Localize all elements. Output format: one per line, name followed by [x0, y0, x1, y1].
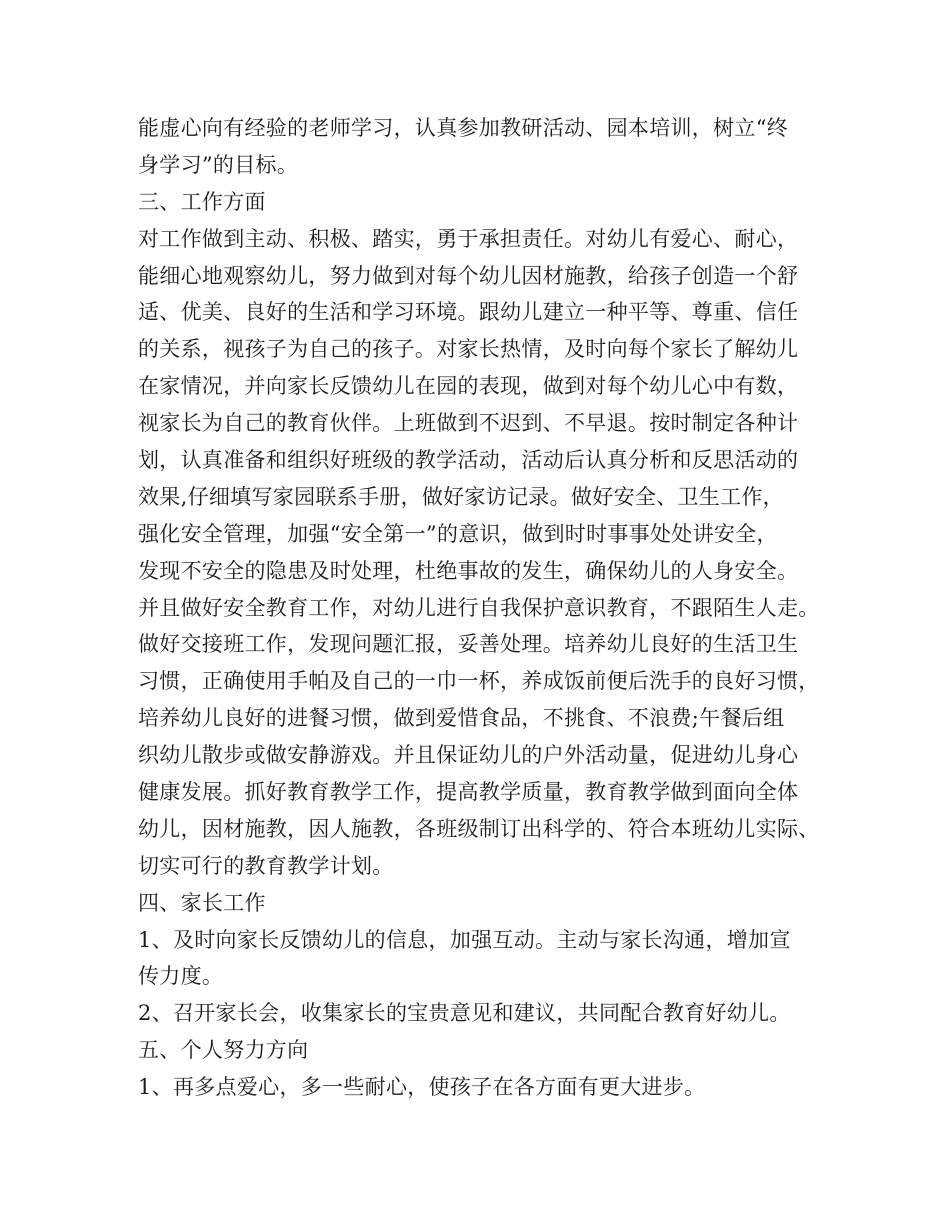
text-line: 效果,仔细填写家园联系手册，做好家访记录。做好安全、卫生工作，: [138, 484, 784, 509]
text-line: 视家长为自己的教育伙伴。上班做到不迟到、不早退。按时制定各种计: [138, 411, 799, 436]
text-line: 健康发展。抓好教育教学工作，提高教学质量，教育教学做到面向全体: [138, 780, 799, 805]
text-line: 习惯，正确使用手帕及自己的一巾一杯，养成饭前便后洗手的良好习惯，: [138, 669, 820, 694]
list-item: 1、及时向家长反馈幼儿的信息，加强互动。主动与家长沟通，增加宣: [138, 927, 791, 952]
text-line: 划，认真准备和组织好班级的教学活动，活动后认真分析和反思活动的: [138, 448, 799, 473]
text-line: 做好交接班工作，发现问题汇报，妥善处理。培养幼儿良好的生活卫生: [138, 632, 799, 657]
text-line: 强化安全管理，加强“安全第一”的意识，做到时时事事处处讲安全，: [138, 521, 778, 546]
text-line: 的关系，视孩子为自己的孩子。对家长热情，及时向每个家长了解幼儿: [138, 337, 799, 362]
text-line: 传力度。: [138, 964, 224, 989]
list-item: 1、再多点爱心，多一些耐心，使孩子在各方面有更大进步。: [138, 1075, 706, 1100]
text-line: 适、优美、良好的生活和学习环境。跟幼儿建立一种平等、尊重、信任: [138, 300, 799, 325]
document-page: [0, 110, 950, 1106]
list-item: 2、召开家长会，收集家长的宝贵意见和建议，共同配合教育好幼儿。: [138, 1001, 791, 1026]
text-line: 发现不安全的隐患及时处理，杜绝事故的发生，确保幼儿的人身安全。: [138, 558, 799, 583]
text-line: 能虚心向有经验的老师学习，认真参加教研活动、园本培训，树立“终: [138, 116, 789, 140]
text-line: 幼儿，因材施教，因人施教，各班级制订出科学的、符合本班幼儿实际、: [138, 816, 820, 841]
text-line: 织幼儿散步或做安静游戏。并且保证幼儿的户外活动量，促进幼儿身心: [138, 743, 799, 768]
text-line: 并且做好安全教育工作，对幼儿进行自我保护意识教育，不跟陌生人走。: [138, 595, 820, 620]
text-line: 能细心地观察幼儿，努力做到对每个幼儿因材施教，给孩子创造一个舒: [138, 263, 799, 288]
text-line: 身学习”的目标。: [138, 152, 299, 177]
text-line: 在家情况，并向家长反馈幼儿在园的表现，做到对每个幼儿心中有数，: [138, 374, 799, 399]
section-heading: 五、个人努力方向: [138, 1038, 309, 1063]
text-line: 培养幼儿良好的进餐习惯，做到爱惜食品，不挑食、不浪费;午餐后组: [138, 706, 785, 731]
text-line: 切实可行的教育教学计划。: [138, 853, 394, 878]
text-line: 对工作做到主动、积极、踏实，勇于承担责任。对幼儿有爱心、耐心，: [138, 226, 799, 251]
section-heading: 四、家长工作: [138, 890, 266, 915]
section-heading: 三、工作方面: [138, 189, 266, 214]
